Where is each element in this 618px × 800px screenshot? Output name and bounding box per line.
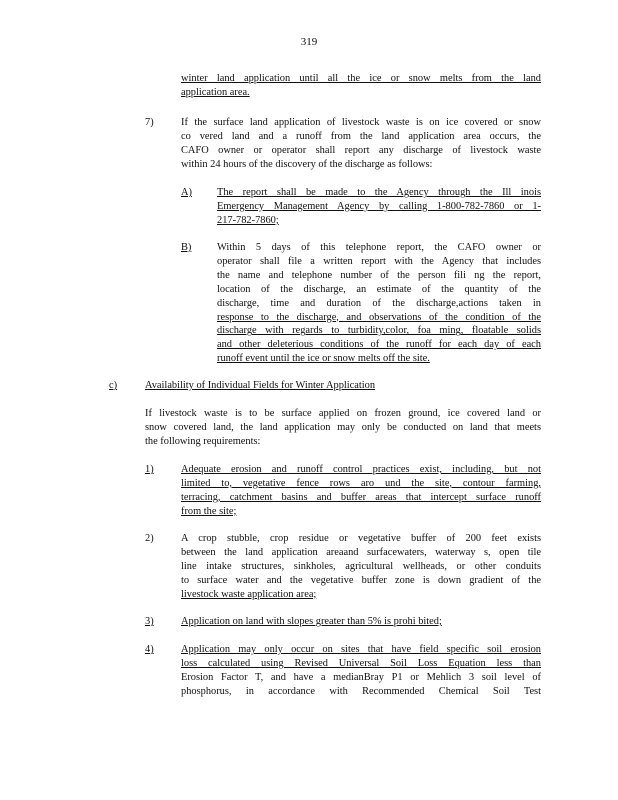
- item-c3-paragraph: [181, 615, 541, 629]
- text-line: livestock waste application area;: [181, 588, 317, 600]
- text-line: within 24 hours of the discovery of the discharge as follows:: [181, 158, 433, 170]
- text-line: snow covered land, the land application may only be conducted on land that meets: [145, 421, 541, 433]
- text-line: If the surface land application of livestock waste is on ice covered or snow: [181, 117, 541, 128]
- text-line: If livestock waste is to be surface applied on frozen ground, ice covered land or: [145, 408, 541, 419]
- item-7-paragraph: [181, 116, 541, 172]
- section-c-paragraph: [145, 407, 541, 449]
- text-line: Application on land with slopes greater than 5% is prohi bited;: [181, 616, 442, 627]
- text-line: 217-782-7860;: [217, 214, 279, 226]
- text-line: the following requirements:: [145, 435, 261, 447]
- text-line: to surface water and the vegetative buffer zone is down gradient of the: [181, 574, 541, 586]
- text-line: discharge, time and duration of the discharge,actions taken in: [217, 297, 541, 309]
- page-number: 319: [300, 36, 318, 48]
- item-7a-label: A): [181, 187, 192, 198]
- item-c3-label: 3): [145, 616, 154, 627]
- text-line: line intake structures, sinkholes, agricultural wellheads, or other conduits: [181, 560, 541, 572]
- text-line: operator shall file a written report with the Agency that includes: [217, 255, 541, 267]
- section-c-label: c): [109, 380, 118, 391]
- continuation-paragraph: [181, 72, 541, 100]
- text-line: terracing, catchment basins and buffer areas that intercept surface runoff: [181, 491, 541, 503]
- text-line: Application may only occur on sites that have field specific soil erosion: [181, 644, 541, 655]
- text-line: response to the discharge, and observations of the condition of the: [217, 311, 541, 323]
- text-line: Emergency Management Agency by calling 1-800-782-7860 or 1-: [217, 200, 541, 212]
- item-c4-label: 4): [145, 644, 154, 655]
- item-c1-label: 1): [145, 464, 154, 475]
- text-line: Erosion Factor T, and have a medianBray P1 or Mehlich 3 soil level of: [181, 671, 541, 683]
- item-7-label: 7): [145, 117, 154, 128]
- text-line: loss calculated using Revised Universal Soil Loss Equation less than: [181, 657, 541, 669]
- text-line: Within 5 days of this telephone report, the CAFO owner or: [217, 242, 541, 253]
- item-7b-label: B): [181, 242, 192, 253]
- item-c4-paragraph: [181, 643, 541, 699]
- text-line: Adequate erosion and runoff control practices exist, including, but not: [181, 464, 541, 475]
- text-line: phosphorus, in accordance with Recommended Chemical Soil Test: [181, 685, 541, 697]
- text-line: winter land application until all the ice or snow melts from the land: [181, 73, 541, 84]
- text-line: location of the discharge, an estimate of the quantity of the: [217, 283, 541, 295]
- text-line: co vered land and a runoff from the land application area occurs, the: [181, 130, 541, 142]
- text-line: A crop stubble, crop residue or vegetative buffer of 200 feet exists: [181, 533, 541, 544]
- text-line: the name and telephone number of the person fili ng the report,: [217, 269, 541, 281]
- item-7a-paragraph: [217, 186, 541, 228]
- text-line: between the land application areaand surfacewaters, waterway s, open tile: [181, 546, 541, 558]
- text-line: limited to, vegetative fence rows aro und the site, contour farming,: [181, 477, 541, 489]
- text-line: CAFO owner or operator shall report any discharge of livestock waste: [181, 144, 541, 156]
- item-c2-paragraph: [181, 532, 541, 602]
- text-line: from the site;: [181, 505, 237, 517]
- text-line: The report shall be made to the Agency through the Ill inois: [217, 187, 541, 198]
- item-c2-label: 2): [145, 533, 154, 544]
- text-line: discharge with regards to turbidity,color, foa ming, floatable solids: [217, 325, 541, 337]
- text-line: application area.: [181, 86, 250, 98]
- text-line: and other deleterious conditions of the runoff for each day of each: [217, 339, 541, 351]
- text-line: runoff event until the ice or snow melts off the site.: [217, 353, 430, 365]
- item-c1-paragraph: [181, 463, 541, 519]
- section-c-heading: Availability of Individual Fields for Winter Application: [145, 380, 376, 391]
- item-7b-paragraph: [217, 241, 541, 366]
